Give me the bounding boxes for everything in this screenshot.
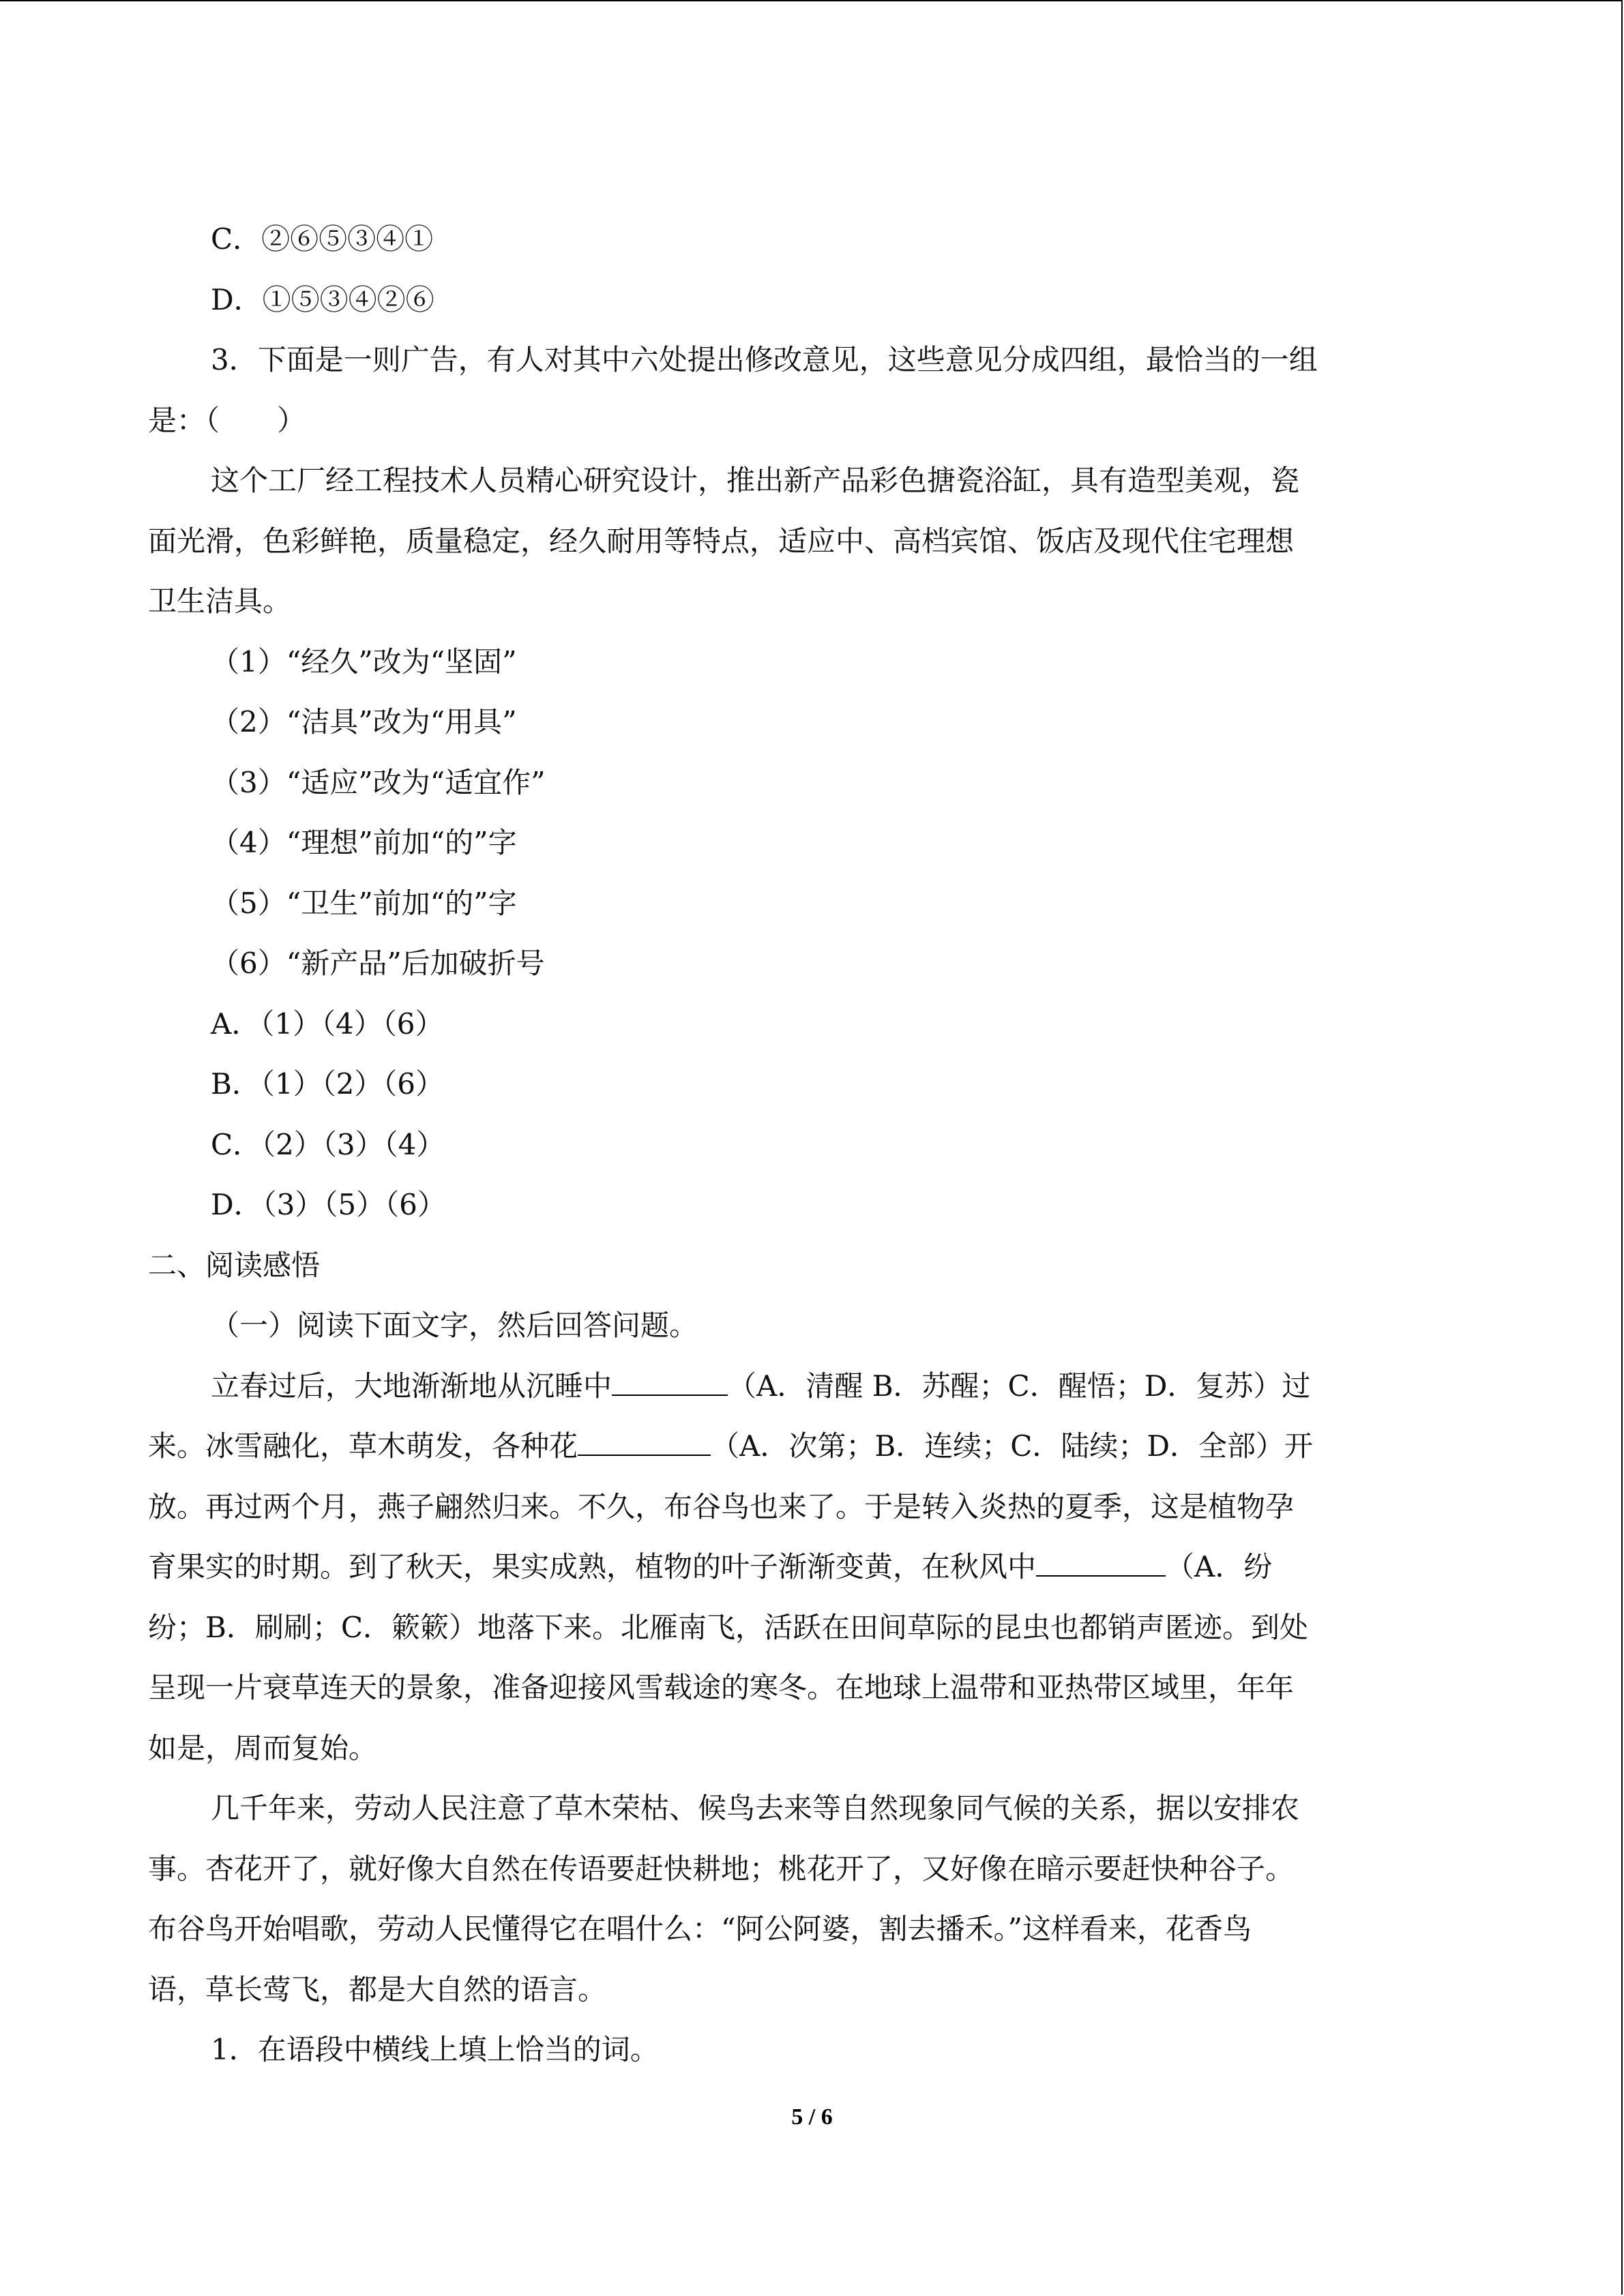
revision-item: （4）“理想”前加“的”字 [211, 826, 517, 859]
revision-item: （1）“经久”改为“坚固” [211, 644, 517, 679]
section-heading: 二、阅读感悟 [148, 1248, 321, 1282]
revision-item: （5）“卫生”前加“的”字 [211, 886, 517, 920]
question-1: 1．在语段中横线上填上恰当的词。 [211, 2033, 659, 2066]
q3-option-d: D．（3）（5）（6） [211, 1188, 446, 1221]
passage-line: 如是，周而复始。 [148, 1731, 378, 1765]
q2-option-c: C．②⑥⑤③④① [211, 222, 434, 256]
revision-item: （2）“洁具”改为“用具” [211, 705, 517, 739]
q3-option-c: C．（2）（3）（4） [211, 1127, 445, 1161]
passage-line: 育果实的时期。到了秋天，果实成熟，植物的叶子渐渐变黄，在秋风中 （A．纷 [148, 1537, 1478, 1598]
passage-line: 语，草长莺飞，都是大自然的语言。 [148, 1972, 607, 2006]
ad-text: 卫生洁具。 [148, 584, 292, 618]
passage-line: 事。杏花开了，就好像大自然在传语要赶快耕地；桃花开了，又好像在暗示要赶快种谷子。 [148, 1851, 1295, 1885]
passage-line: 来。冰雪融化，草木萌发，各种花 （A．次第；B．连续；C．陆续；D．全部）开 [148, 1416, 1478, 1477]
passage-line: 布谷鸟开始唱歌，劳动人民懂得它在唱什么：“阿公阿婆，割去播禾。”这样看来，花香鸟 [148, 1912, 1252, 1945]
q2-option-d: D．①⑤③④②⑥ [211, 282, 434, 316]
document-body [148, 209, 1478, 2081]
q3-stem-cont: 是：（ ） [148, 403, 306, 437]
passage-line: 立春过后，大地渐渐地从沉睡中 （A．清醒 B．苏醒；C．醒悟；D．复苏）过 [148, 1356, 1478, 1417]
passage-line: 几千年来，劳动人民注意了草木荣枯、候鸟去来等自然现象同气候的关系，据以安排农 [211, 1791, 1300, 1825]
page-number: 5 / 6 [791, 2104, 833, 2130]
revision-item: （3）“适应”改为“适宜作” [211, 765, 546, 799]
ad-text: 面光滑，色彩鲜艳，质量稳定，经久耐用等特点，适应中、高档宾馆、饭店及现代住宅理想 [148, 524, 1295, 558]
q3-stem: 3．下面是一则广告，有人对其中六处提出修改意见，这些意见分成四组，最恰当的一组 [211, 343, 1318, 376]
ad-text: 这个工厂经工程技术人员精心研究设计，推出新产品彩色搪瓷浴缸，具有造型美观，瓷 [211, 464, 1300, 497]
reading-instruction: （一）阅读下面文字，然后回答问题。 [211, 1309, 698, 1342]
q3-option-b: B．（1）（2）（6） [211, 1067, 445, 1101]
q3-option-a: A．（1）（4）（6） [211, 1007, 444, 1041]
passage-line: 纷；B．刷刷；C．簌簌）地落下来。北雁南飞，活跃在田间草际的昆虫也都销声匿迹。到处 [148, 1610, 1309, 1644]
revision-item: （6）“新产品”后加破折号 [211, 946, 545, 980]
fill-blank[interactable] [1036, 1545, 1166, 1577]
fill-blank[interactable] [612, 1365, 728, 1396]
passage-line: 放。再过两个月，燕子翩然归来。不久，布谷鸟也来了。于是转入炎热的夏季，这是植物孕 [148, 1489, 1295, 1523]
fill-blank[interactable] [578, 1425, 711, 1456]
passage-line: 呈现一片衰草连天的景象，准备迎接风雪载途的寒冬。在地球上温带和亚热带区域里，年年 [148, 1671, 1295, 1704]
